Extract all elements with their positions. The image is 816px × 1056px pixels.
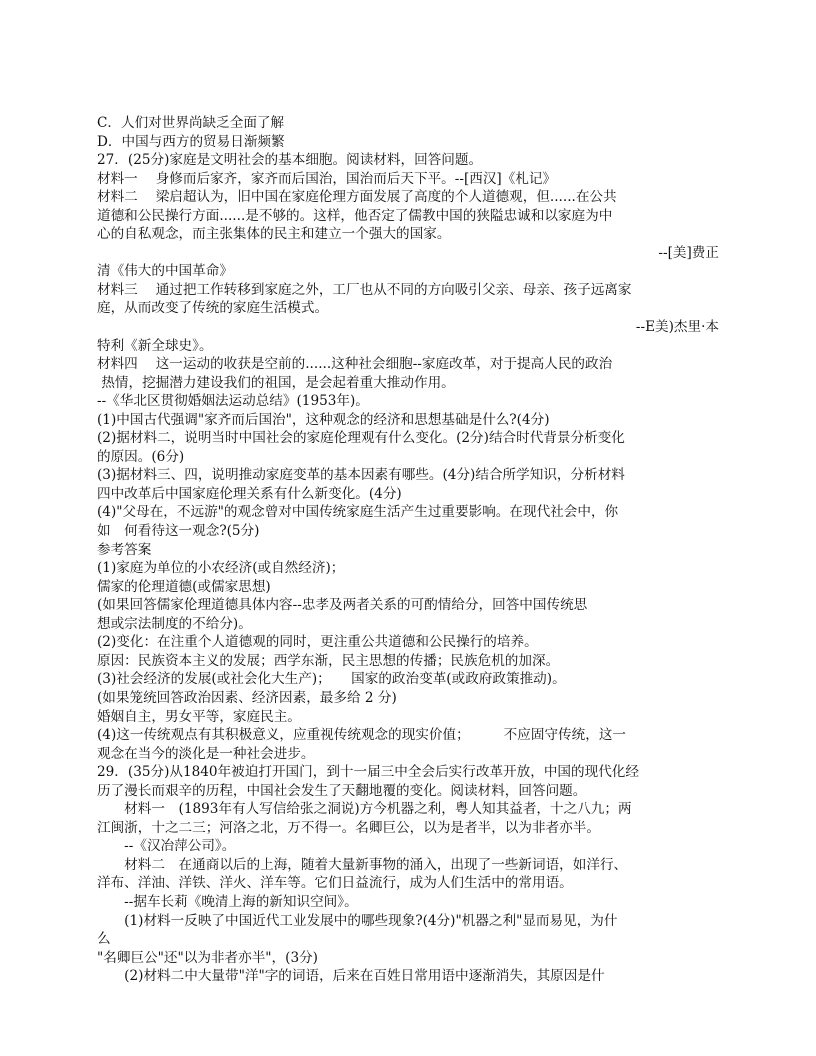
text-line: C．人们对世界尚缺乏全面了解 <box>97 115 285 131</box>
text-line: (2)变化：在注重个人道德观的同时，更注重公共道德和公民操行的培养。 <box>97 634 538 651</box>
text-line: 道德和公民操行方面......是不够的。这样，他否定了儒教中国的狭隘忠诚和以家庭为中 <box>97 207 613 224</box>
text-line: 材料一 (1893年有人写信给张之洞说)方今机器之利，粤人知其益者，十之八九；两 <box>97 801 632 818</box>
text-line: (如果笼统回答政治因素、经济因素，最多给 2 分) <box>97 689 397 706</box>
text-line: 的原因。(6分) <box>97 448 185 465</box>
text-line: (1)家庭为单位的小农经济(或自然经济)； <box>97 560 345 577</box>
text-line: --[美]费正 <box>658 244 719 261</box>
text-line: 婚姻自主，男女平等，家庭民主。 <box>97 708 301 725</box>
text-line: "名卿巨公"还"以为非者亦半"，(3分) <box>97 949 318 966</box>
text-line: 材料一 身修而后家齐，家齐而后国治，国治而后天下平。--[西汉]《札记》 <box>97 170 557 187</box>
text-line: 材料二 梁启超认为，旧中国在家庭伦理方面发展了高度的个人道德观，但......在公共 <box>97 189 617 206</box>
text-line: 历了漫长而艰辛的历程，中国社会发生了天翻地覆的变化。阅读材料，回答问题。 <box>97 782 587 799</box>
text-line: --E美)杰里·本 <box>635 319 719 336</box>
text-line: 儒家的伦理道德(或儒家思想) <box>97 578 271 595</box>
text-line: 材料四 这一运动的收获是空前的......这种社会细胞--家庭改革，对于提高人民的政治 <box>97 356 613 373</box>
text-line: --据车长莉《晚清上海的新知识空间》。 <box>97 893 358 910</box>
text-line: 参考答案 <box>97 541 152 558</box>
text-line: (3)据材料三、四，说明推动家庭变革的基本因素有哪些。(4分)结合所学知识，分析材料 <box>97 467 625 484</box>
text-line: (如果回答儒家伦理道德具体内容--忠孝及两者关系的可酌情给分，回答中国传统思 <box>97 597 588 614</box>
text-line: 材料二 在通商以后的上海，随着大量新事物的涌入，出现了一些新词语，如洋行、 <box>97 856 628 873</box>
text-line: 如 何看待这一观念?(5分) <box>97 523 260 540</box>
text-line: 27．(25分)家庭是文明社会的基本细胞。阅读材料，回答问题。 <box>97 152 483 169</box>
text-line: 四中改革后中国家庭伦理关系有什么新变化。(4分) <box>97 485 402 502</box>
text-line: D．中国与西方的贸易日渐频繁 <box>97 133 285 150</box>
text-line: (1)材料一反映了中国近代工业发展中的哪些现象?(4分)"机器之利"显而易见，为什 <box>97 912 618 929</box>
text-line: 庭，从而改变了传统的家庭生活模式。 <box>97 300 329 317</box>
text-line: 洋布、洋油、洋铁、洋火、洋车等。它们日益流行，成为人们生活中的常用语。 <box>97 875 573 892</box>
text-line: 热情，挖掘潜力建设我们的祖国，是会起着重大推动作用。 <box>97 374 455 391</box>
text-line: --《汉冶萍公司》。 <box>97 838 236 855</box>
text-line: 江闽浙，十之二三；河洛之北，万不得一。名卿巨公，以为是者半，以为非者亦半。 <box>97 819 600 836</box>
text-line: 材料三 通过把工作转移到家庭之外，工厂也从不同的方向吸引父亲、母亲、孩子远离家 <box>97 281 632 298</box>
text-line: 么 <box>97 931 111 948</box>
text-line: (1)中国古代强调"家齐而后国治"，这种观念的经济和思想基础是什么?(4分) <box>97 411 550 428</box>
text-line: (3)社会经济的发展(或社会化大生产)； 国家的政治变革(或政府政策推动)。 <box>97 671 566 688</box>
text-line: (4)这一传统观点有其积极意义，应重视传统观念的现实价值； 不应固守传统，这一 <box>97 727 627 744</box>
text-line: (2)据材料二，说明当时中国社会的家庭伦理观有什么变化。(2分)结合时代背景分析变化 <box>97 430 625 447</box>
text-line: 观念在当今的淡化是一种社会进步。 <box>97 745 315 762</box>
text-line: 原因：民族资本主义的发展；西学东渐，民主思想的传播；民族危机的加深。 <box>97 652 560 669</box>
text-line: (2)材料二中大量带"洋"字的词语，后来在百姓日常用语中逐渐消失，其原因是什 <box>97 968 605 985</box>
text-line: 想或宗法制度的不给分)。 <box>97 615 252 632</box>
text-line: 29．(35分)从1840年被迫打开国门，到十一届三中全会后实行改革开放，中国的现代化经 <box>97 764 639 781</box>
text-line: 特利《新全球史》。 <box>97 337 213 354</box>
text-line: 心的自私观念，而主张集体的民主和建立一个强大的国家。 <box>97 226 451 243</box>
text-line: (4)"父母在，不远游"的观念曾对中国传统家庭生活产生过重要影响。在现代社会中，你 <box>97 504 619 521</box>
text-line: --《华北区贯彻婚姻法运动总结》(1953年)。 <box>97 393 369 410</box>
text-line: 清《伟大的中国革命》 <box>97 263 233 280</box>
document-page <box>97 114 719 986</box>
